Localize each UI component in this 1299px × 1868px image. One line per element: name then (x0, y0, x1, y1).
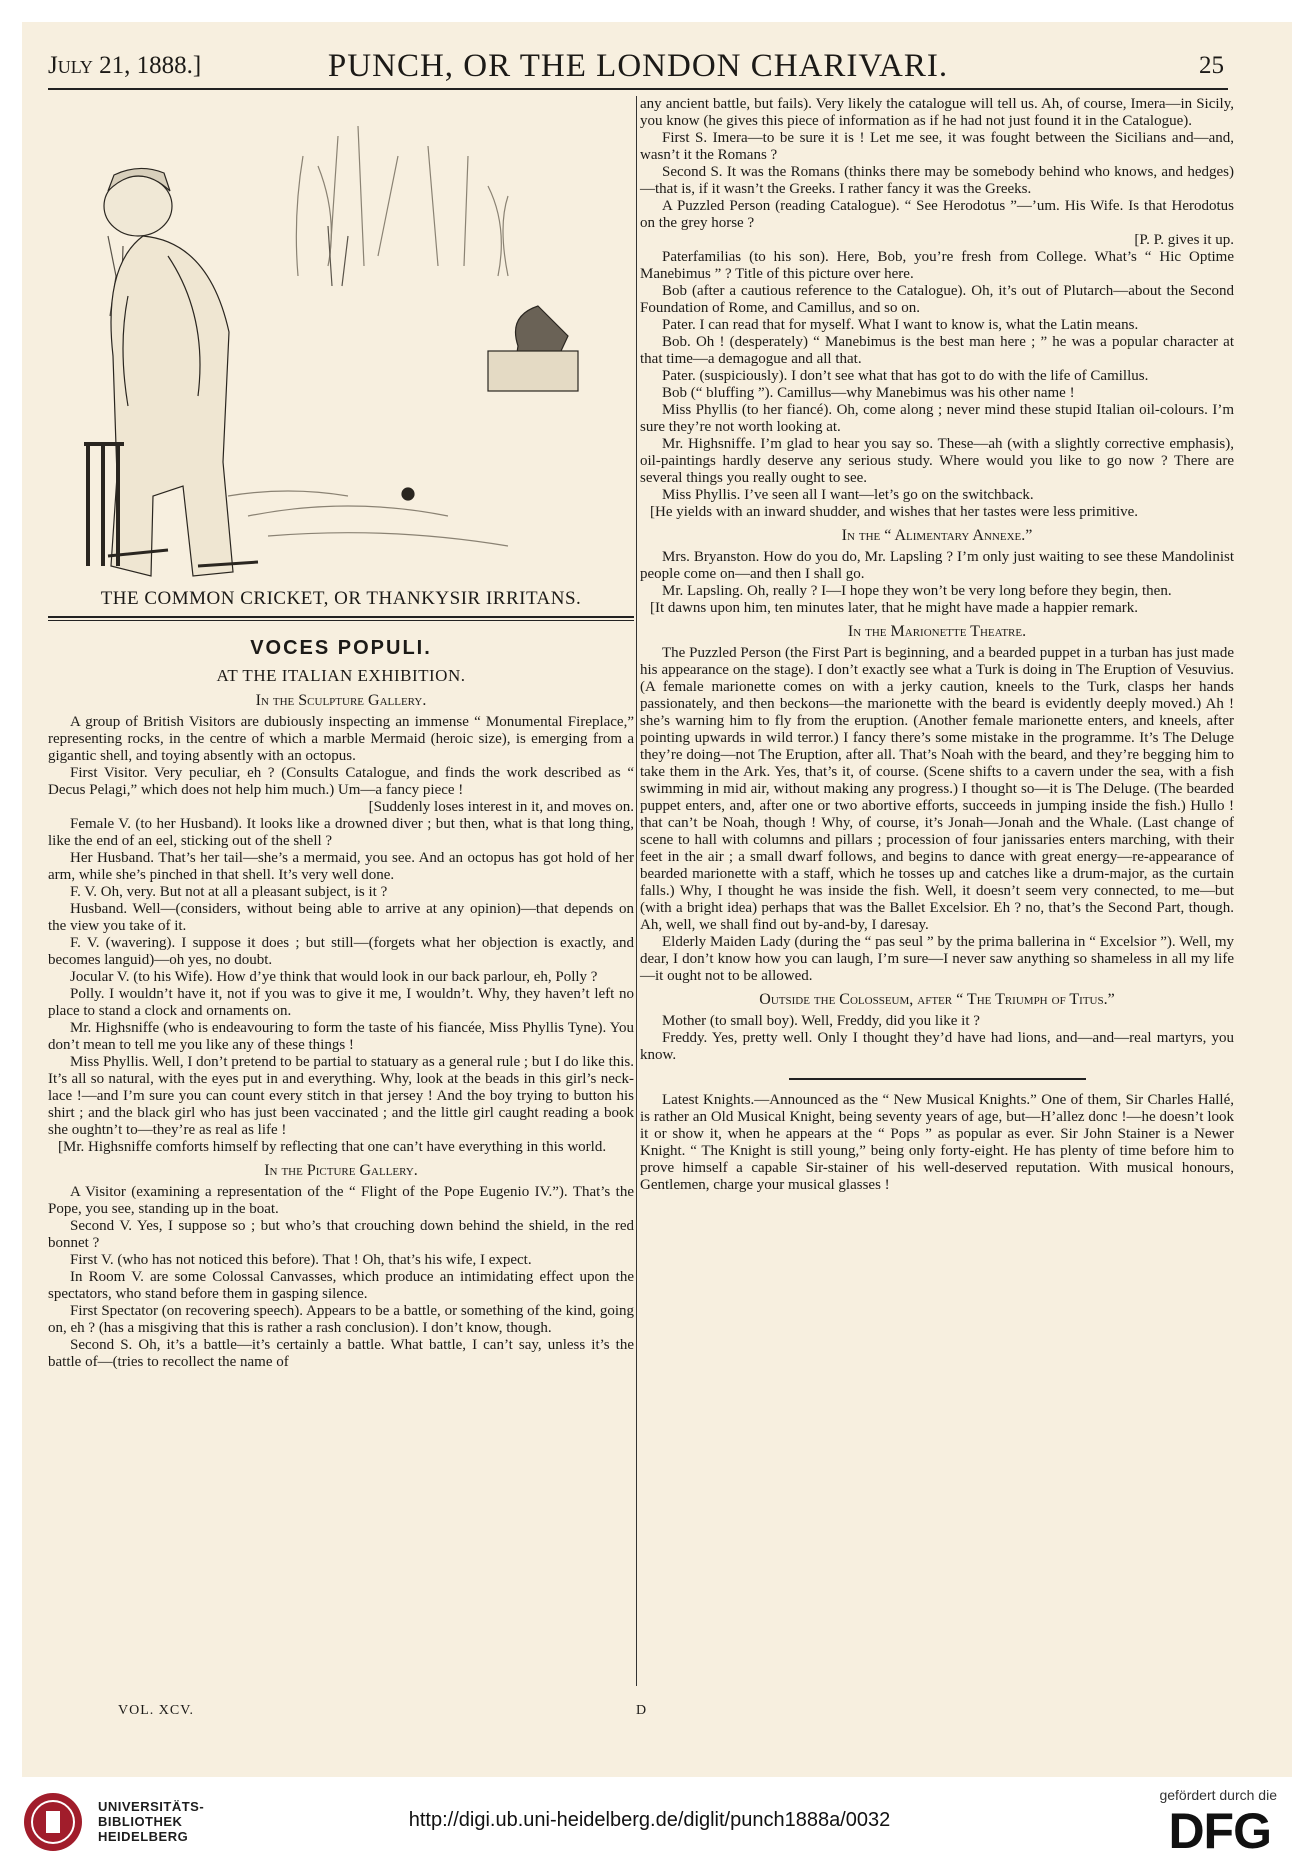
section-heading: In the Sculpture Gallery. (255, 692, 427, 709)
section-heading: In the Picture Gallery. (264, 1162, 418, 1179)
dialogue-paragraph: Pater. (suspiciously). I don’t see what that has got to do with the life of Camillus. (662, 368, 1149, 384)
library-footer-bar (0, 1777, 1299, 1868)
dialogue-paragraph: Jocular V. (to his Wife). How d’ye think that would look in our back parlour, eh, Polly ? (70, 969, 598, 985)
latest-knights-paragraph: Latest Knights.—Announced as the “ New Musical Knights.” One of them, Sir Charles Hallé, is rather an Old Musical Knight, being seventy years of age, but—H’allez donc !—he doesn’t look it or show it, when he appears at the “ Pops ” as popular as ever. Sir John Stainer is a Newer Knight. “ The Knight is still young,” being only forty-eight. He has plenty of time before him to prove himself a capable Sir-stainer of his well-deserved reputation. With musical honours, Gentlemen, charge your musical glasses ! (640, 1092, 1234, 1193)
dialogue-paragraph: Second V. Yes, I suppose so ; but who’s that crouching down behind the shield, in the red bonnet ? (48, 1218, 634, 1251)
dfg-logo: DFG (1168, 1803, 1271, 1859)
dialogue-paragraph: A Visitor (examining a representation of the “ Flight of the Pope Eugenio IV.”). That’s the Pope, you see, standing up in the boat. (48, 1184, 634, 1217)
library-line: UNIVERSITÄTS- (98, 1799, 205, 1814)
dialogue-paragraph: Pater. I can read that for myself. What I want to know is, what the Latin means. (662, 317, 1139, 333)
cricket-drawing (48, 96, 634, 586)
cricket-illustration (48, 96, 634, 586)
volume-label: VOL. XCV. (118, 1703, 195, 1718)
dialogue-paragraph: In Room V. are some Colossal Canvasses, which produce an intimidating effect upon the spectators, who stand before them in gasping silence. (48, 1269, 634, 1302)
dialogue-paragraph: A Puzzled Person (reading Catalogue). “ See Herodotus ”—’um. His Wife. Is that Herodotus on the grey horse ? (640, 198, 1234, 231)
dialogue-paragraph: Mother (to small boy). Well, Freddy, did you like it ? (662, 1013, 980, 1029)
left-article-body (48, 692, 634, 1371)
stage-direction: [It dawns upon him, ten minutes later, that he might have made a happier remark. (650, 600, 1138, 616)
illustration-caption: THE COMMON CRICKET, OR THANKYSIR IRRITANS. (100, 588, 582, 609)
dialogue-paragraph: Second S. It was the Romans (thinks there may be somebody behind who knows, and hedges)—that is, if it wasn’t the Greeks. I rather fancy it was the Greeks. (640, 164, 1234, 197)
column-rule (636, 96, 637, 1686)
funded-by-label: gefördert durch die (1159, 1787, 1277, 1803)
stage-direction: [P. P. gives it up. (1134, 232, 1234, 248)
page-header (48, 48, 1228, 90)
source-url-link[interactable]: http://digi.ub.uni-heidelberg.de/diglit/punch1888a/0032 (408, 1809, 891, 1831)
article-separator (789, 1078, 1086, 1080)
library-line: HEIDELBERG (98, 1829, 189, 1844)
page-number: 25 (1199, 52, 1224, 79)
dialogue-paragraph: F. V. Oh, very. But not at all a pleasant subject, is it ? (70, 884, 388, 900)
dialogue-paragraph: F. V. (wavering). I suppose it does ; but still—(forgets what her objection is exactly, and becomes languid)—oh yes, no doubt. (48, 935, 634, 968)
divider (48, 616, 634, 621)
dialogue-paragraph: The Puzzled Person (the First Part is beginning, and a bearded puppet in a turban has just made his appearance on the stage). I don’t exactly see what a Turk is doing in The Eruption of Vesuvius. (A female marionette comes on with a jerky caution, kneels to the Turk, clasps her hands passionately, and then beckons—the marionette with the beard is evidently deeply moved.) Ah ! she’s warning him to fly from the eruption. (Another female marionette enters, and kneels, after pointing upwards in wild terror.) I fancy there’s some mistake in the programme. It’s The Deluge they’re doing—not The Eruption, after all. That’s Noah with the beard, and they’re begging him to take them in the Ark. Yes, that’s it, of course. (Scene shifts to a cavern under the sea, with a fish swimming in mid air, without making any progress.) I thought so—it is The Deluge. (The bearded puppet enters, and, after one or two abortive efforts, succeeds in jumping inside the fish.) Hullo ! that can’t be Noah, though ! Why, of course, it’s Jonah—Jonah and the Whale. (Last change of scene to hall with columns and pillars ; procession of four janissaries enters marching, with their feet in the air ; a small dwarf follows, and begins to dance with great energy—re-appearance of bearded marionette with a staff, which he tosses up and catches like a drum-major, as the curtain falls.) Why, I thought he was inside the fish. Well, it doesn’t seem very connected, to me—but (with a bright idea) perhaps that was the Ballet Excelsior. Eh ? no, that’s the Second Part, though. Ah, well, we shall find out by-and-by, I daresay. (640, 645, 1234, 933)
dialogue-paragraph: Second S. Oh, it’s a battle—it’s certainly a battle. What battle, I can’t say, unless it’s the battle of—(tries to recollect the name of (48, 1337, 634, 1370)
dialogue-paragraph: Paterfamilias (to his son). Here, Bob, you’re fresh from College. What’s “ Hic Optime Manebimus ” ? Title of this picture over here. (640, 249, 1234, 282)
dialogue-paragraph: any ancient battle, but fails). Very likely the catalogue will tell us. Ah, of course, Imera—in Sicily, you know (he gives this piece of information as if he had not just found it in the Catalogue). (640, 96, 1234, 129)
dialogue-paragraph: First V. (who has not noticed this before). That ! Oh, that’s his wife, I expect. (70, 1252, 532, 1268)
dialogue-paragraph: Miss Phyllis (to her fiancé). Oh, come along ; never mind these stupid Italian oil-colours. I’m sure they’re not worth looking at. (640, 402, 1234, 435)
dialogue-paragraph: Mrs. Bryanston. How do you do, Mr. Lapsling ? I’m only just waiting to see these Mandolinist people come on—and then I shall go. (640, 549, 1234, 582)
left-column (48, 96, 634, 1686)
dialogue-paragraph: First Visitor. Very peculiar, eh ? (Consults Catalogue, and finds the work described as “ Decus Pelagi,” which does not help him much.) Um—a fancy piece ! (48, 765, 634, 798)
section-heading: In the Marionette Theatre. (847, 623, 1027, 640)
article-subtitle: AT THE ITALIAN EXHIBITION. (216, 666, 466, 685)
masthead-title: PUNCH, OR THE LONDON CHARIVARI. (327, 48, 949, 84)
dialogue-paragraph: Mr. Highsniffe (who is endeavouring to form the taste of his fiancée, Miss Phyllis Tyne). You don’t mean to tell me you like any of these things ! (48, 1020, 634, 1053)
stage-direction: [He yields with an inward shudder, and wishes that her tastes were less primitive. (650, 504, 1139, 520)
right-article-body (640, 96, 1234, 1064)
right-column (640, 96, 1234, 1686)
dialogue-paragraph: Her Husband. That’s her tail—she’s a mermaid, you see. And an octopus has got hold of her arm, while she’s pinched in that shell. It’s very well done. (48, 850, 634, 883)
dialogue-paragraph: Bob. Oh ! (desperately) “ Manebimus is the best man here ; ” he was a popular character at that time—a demagogue and all that. (640, 334, 1234, 367)
dialogue-paragraph: Bob (“ bluffing ”). Camillus—why Manebimus was his other name ! (662, 385, 1075, 401)
dialogue-paragraph: First S. Imera—to be sure it is ! Let me see, it was fought between the Sicilians and—and, wasn’t it the Romans ? (640, 130, 1234, 163)
dialogue-paragraph: First Spectator (on recovering speech). Appears to be a battle, or something of the kind, going on, eh ? (has a misgiving that this is rather a rash conclusion). I don’t know, though. (48, 1303, 634, 1336)
dialogue-paragraph: Miss Phyllis. I’ve seen all I want—let’s go on the switchback. (662, 487, 1034, 503)
article-title: VOCES POPULI. (250, 637, 432, 659)
dialogue-paragraph: Mr. Lapsling. Oh, really ? I—I hope they won’t be very long before they begin, then. (662, 583, 1172, 599)
issue-date: July 21, 1888.] (48, 52, 202, 79)
dialogue-paragraph: Elderly Maiden Lady (during the “ pas seul ” by the prima ballerina in “ Excelsior ”). Well, my dear, I don’t know how you can laugh, I’m sure—I never saw anything so shameless in all my life—it ought not to be allowed. (640, 934, 1234, 984)
dialogue-paragraph: Polly. I wouldn’t have it, not if you was to give it me, I wouldn’t. Why, they haven’t left no place to stand a clock and ornaments on. (48, 986, 634, 1019)
library-line: BIBLIOTHEK (98, 1814, 183, 1829)
section-heading: Outside the Colosseum, after “ The Triumph of Titus.” (759, 991, 1115, 1008)
stage-direction: [Mr. Highsniffe comforts himself by reflecting that one can’t have everything in this world. (58, 1139, 607, 1155)
dialogue-paragraph: Freddy. Yes, pretty well. Only I thought they’d have had lions, and—and—real martyrs, you know. (640, 1030, 1234, 1063)
dialogue-paragraph: Female V. (to her Husband). It looks like a drowned diver ; but then, what is that long thing, like the end of an eel, sticking out of the shell ? (48, 816, 634, 849)
dialogue-paragraph: A group of British Visitors are dubiously inspecting an immense “ Monumental Fireplace,” representing rocks, in the centre of which a marble Mermaid (heroic size), is emerging from a gigantic shell, and toying absently with an octopus. (48, 714, 634, 764)
dialogue-paragraph: Husband. Well—(considers, without being able to arrive at any opinion)—that depends on the view you take of it. (48, 901, 634, 934)
section-heading: In the “ Alimentary Annexe.” (841, 527, 1033, 544)
dialogue-paragraph: Bob (after a cautious reference to the Catalogue). Oh, it’s out of Plutarch—about the Second Foundation of Rome, and Camillus, and so on. (640, 283, 1234, 316)
stage-direction: [Suddenly loses interest in it, and moves on. (368, 799, 634, 815)
dialogue-paragraph: Miss Phyllis. Well, I don’t pretend to be partial to statuary as a general rule ; but I do like this. It’s all so natural, with the eyes put in and everything. Why, look at the beads in this girl’s neck-lace !—and I’m sure you can count every stitch in that jersey ! And the boy trying to button his shirt ; and the black girl who has just been vaccinated ; and the little girl caught reading a book she oughtn’t to—they’re as real as life ! (48, 1054, 634, 1138)
dialogue-paragraph: Mr. Highsniffe. I’m glad to hear you say so. These—ah (with a slightly corrective emphasis), oil-paintings hardly deserve any serious study. Where would you like to go now ? There are several things you really ought to see. (640, 436, 1234, 486)
signature-mark: D (636, 1703, 647, 1718)
